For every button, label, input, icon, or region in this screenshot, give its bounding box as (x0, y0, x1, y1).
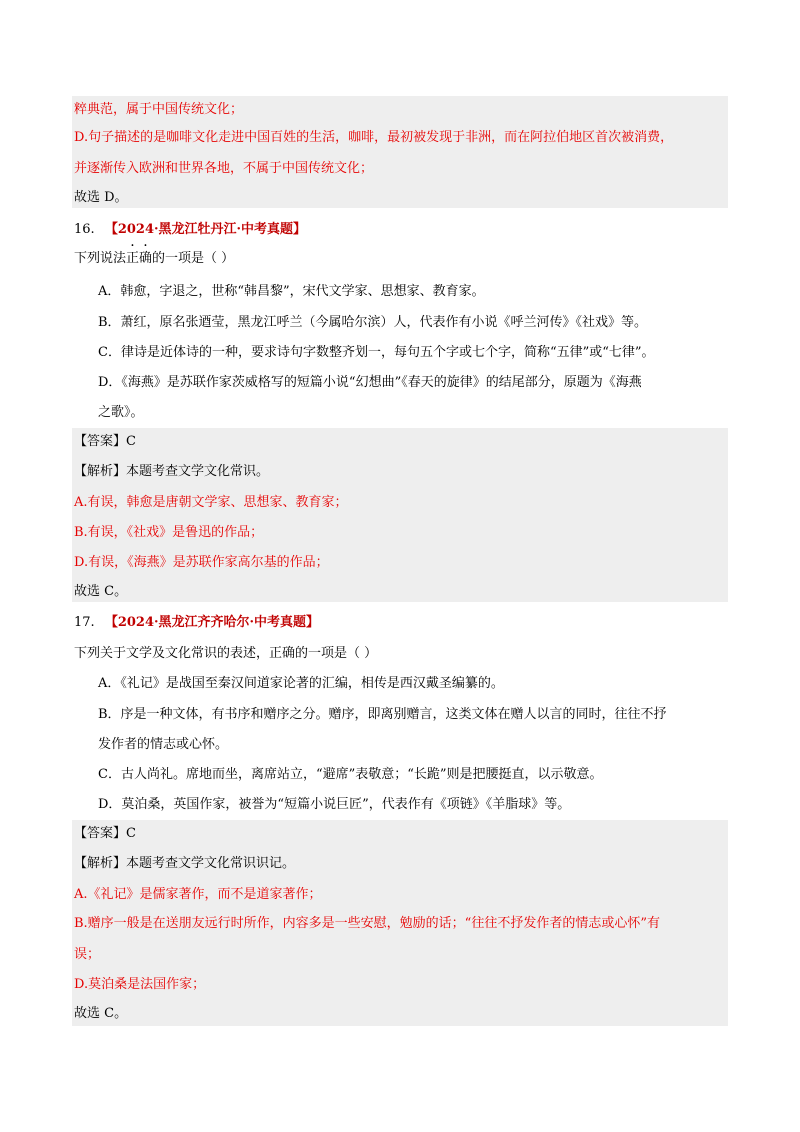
q16-source: 【2024·黑龙江牡丹江·中考真题】 (104, 222, 307, 237)
q17-analysis-line-b-cont: 误； (74, 947, 101, 962)
q17-option-c: C．古人尚礼。席地而坐，离席站立，“避席”表敬意；“长跪”则是把腰挺直，以示敬意。 (98, 767, 603, 782)
q16-analysis-text: 本题考查文学文化常识。 (126, 464, 270, 479)
q15-line-3: 并逐渐传入欧洲和世界各地，不属于中国传统文化； (74, 161, 374, 176)
q17-analysis-text: 本题考查文学文化常识识记。 (126, 856, 296, 871)
q16-number: 16. (74, 222, 95, 237)
q16-stem-emph-2: 确 (139, 251, 153, 266)
q16-analysis (74, 463, 269, 481)
q15-line-1: 粹典范，属于中国传统文化； (74, 102, 244, 117)
q17-source: 【2024·黑龙江齐齐哈尔·中考真题】 (104, 615, 320, 630)
q16-option-d-cont: 之歌》。 (98, 405, 144, 420)
q17-analysis-line-d: D.莫泊桑是法国作家； (74, 977, 206, 992)
q17-answer: 【答案】C (74, 826, 136, 841)
q16-analysis-line-b: B.有误，《社戏》是鲁迅的作品； (74, 525, 264, 540)
q16-analysis-line-d: D.有误，《海燕》是苏联作家高尔基的作品； (74, 555, 329, 570)
q17-analysis (74, 855, 295, 873)
q17-analysis-label: 【解析】 (74, 856, 127, 871)
q16-analysis-shade (72, 428, 728, 602)
q17-option-b: B．序是一种文体，有书序和赠序之分。赠序，即离别赠言，这类文体在赠人以言的同时，往往不抒 (98, 707, 667, 722)
q16-option-a: A．韩愈，字退之，世称“韩昌黎”，宋代文学家、思想家、教育家。 (98, 284, 485, 299)
q17-option-d: D．莫泊桑，英国作家，被誉为“短篇小说巨匠”，代表作有《项链》《羊脂球》等。 (98, 797, 571, 812)
q17-analysis-line-a: A.《礼记》是儒家著作，而不是道家著作； (74, 887, 322, 902)
q16-conclusion: 故选 C。 (74, 584, 128, 599)
q16-option-c: C．律诗是近体诗的一种，要求诗句字数整齐划一，每句五个字或七个字，简称“五律”或“七律”。 (98, 345, 655, 360)
q15-conclusion: 故选 D。 (74, 190, 128, 205)
q16-option-d: D．《海燕》是苏联作家茨威格写的短篇小说“幻想曲”《春天的旋律》的结尾部分，原题为《海燕 (98, 375, 642, 390)
q17-option-a: A．《礼记》是战国至秦汉间道家论著的汇编，相传是西汉戴圣编纂的。 (98, 676, 504, 691)
q16-answer: 【答案】C (74, 434, 136, 449)
q17-conclusion: 故选 C。 (74, 1006, 128, 1021)
q17-analysis-line-b: B.赠序一般是在送朋友远行时所作，内容多是一些安慰，勉励的话；“往往不抒发作者的情志或心怀”有 (74, 916, 660, 931)
q16-analysis-label: 【解析】 (74, 464, 127, 479)
q17-number: 17. (74, 615, 95, 630)
q16-stem-post: 的一项是（ ） (152, 251, 235, 266)
q17-header (74, 614, 319, 632)
q16-stem-pre: 下列说法 (74, 251, 127, 266)
q16-option-b: B．萧红，原名张逎莹，黑龙江呼兰（今属哈尔滨）人，代表作有小说《呼兰河传》《社戏》等。 (98, 315, 648, 330)
q16-stem-emph-1: 正 (126, 251, 140, 266)
q17-option-b-cont: 发作者的情志或心怀。 (98, 737, 229, 752)
q16-header (74, 221, 306, 239)
q16-analysis-line-a: A.有误，韩愈是唐朝文学家、思想家、教育家； (74, 495, 348, 510)
q17-stem: 下列关于文学及文化常识的表述，正确的一项是（ ） (74, 646, 378, 661)
q16-stem (74, 250, 234, 268)
q15-line-2: D.句子描述的是咖啡文化走进中国百姓的生活，咖啡，最初被发现于非洲，而在阿拉伯地区首次被消费， (74, 130, 674, 145)
